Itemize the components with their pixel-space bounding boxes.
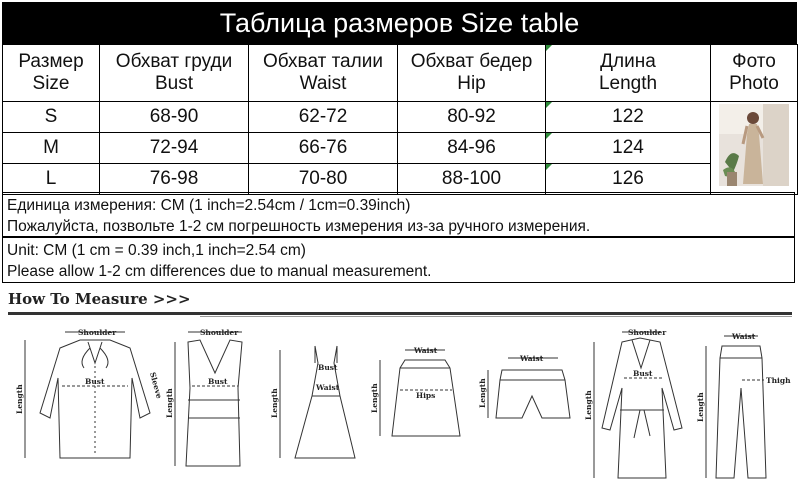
col-header-size: Размер Size	[3, 45, 100, 102]
cell-size: M	[3, 133, 100, 164]
svg-text:Length: Length	[584, 390, 593, 420]
svg-text:Waist: Waist	[316, 383, 340, 392]
col-header-bust: Обхват груди Bust	[100, 45, 249, 102]
cell-waist: 70-80	[249, 164, 398, 195]
svg-text:Length: Length	[370, 383, 379, 413]
cell-size: S	[3, 102, 100, 133]
how-to-measure-heading: How To Measure >>>	[8, 290, 191, 308]
skirt-diagram	[370, 346, 460, 436]
svg-text:Shoulder: Shoulder	[200, 328, 239, 337]
svg-text:Hips: Hips	[416, 391, 436, 400]
unit-text-en: Unit: CM (1 cm = 0.39 inch,1 inch=2.54 cm)	[7, 242, 306, 259]
size-table-title: Таблица размеров Size table	[2, 2, 797, 44]
cell-size: L	[3, 164, 100, 195]
unit-note-ru	[2, 192, 795, 237]
cell-length: 124	[546, 133, 711, 164]
col-header-photo: Фото Photo	[711, 45, 798, 102]
heading-divider	[8, 312, 792, 315]
col-header-length: Длина Length	[546, 45, 711, 102]
cell-length: 126	[546, 164, 711, 195]
cell-bust: 68-90	[100, 102, 249, 133]
cell-hip: 84-96	[398, 133, 546, 164]
cell-bust: 76-98	[100, 164, 249, 195]
blouse-diagram	[15, 328, 164, 458]
cell-hip: 88-100	[398, 164, 546, 195]
svg-text:Waist: Waist	[520, 354, 544, 363]
allowance-text-en: Please allow 1-2 cm differences due to manual measurement.	[7, 263, 432, 280]
col-header-waist: Обхват талии Waist	[249, 45, 398, 102]
cell-waist: 62-72	[249, 102, 398, 133]
cell-bust: 72-94	[100, 133, 249, 164]
svg-text:Waist: Waist	[732, 332, 756, 341]
table-row	[3, 164, 798, 195]
svg-text:Bust: Bust	[633, 369, 653, 378]
product-photo	[711, 102, 798, 195]
svg-text:Shoulder: Shoulder	[78, 328, 117, 337]
dress-diagram	[270, 346, 355, 458]
svg-text:Length: Length	[270, 388, 279, 418]
unit-text-ru: Единица измерения: CM (1 inch=2.54cm / 1cm=0.39inch)	[7, 197, 411, 214]
svg-text:Bust: Bust	[208, 377, 228, 386]
cell-waist: 66-76	[249, 133, 398, 164]
trousers-diagram	[696, 332, 791, 478]
heading-divider-thin	[200, 316, 792, 317]
cell-hip: 80-92	[398, 102, 546, 133]
svg-text:Bust: Bust	[318, 363, 338, 372]
svg-text:Shoulder: Shoulder	[628, 328, 667, 337]
shorts-diagram	[478, 354, 570, 418]
table-row	[3, 102, 798, 133]
tank-diagram	[165, 328, 242, 466]
unit-note-en	[2, 237, 795, 283]
svg-text:Bust: Bust	[85, 377, 105, 386]
table-row	[3, 133, 798, 164]
cell-length: 122	[546, 102, 711, 133]
table-header-row	[3, 45, 798, 102]
svg-text:Sleeve: Sleeve	[148, 371, 164, 400]
svg-text:Length: Length	[165, 388, 174, 418]
svg-text:Length: Length	[696, 392, 705, 422]
measurement-diagrams	[0, 318, 800, 491]
coat-diagram	[584, 328, 682, 478]
size-table	[2, 44, 798, 195]
allowance-text-ru: Пожалуйста, позвольте 1-2 см погрешность измерения из-за ручного измерения.	[7, 218, 591, 235]
svg-text:Length: Length	[478, 378, 487, 408]
col-header-hip: Обхват бедер Hip	[398, 45, 546, 102]
svg-text:Thigh: Thigh	[766, 376, 791, 385]
svg-text:Waist: Waist	[414, 346, 438, 355]
product-photo-image	[719, 104, 789, 186]
svg-text:Length: Length	[15, 384, 24, 414]
